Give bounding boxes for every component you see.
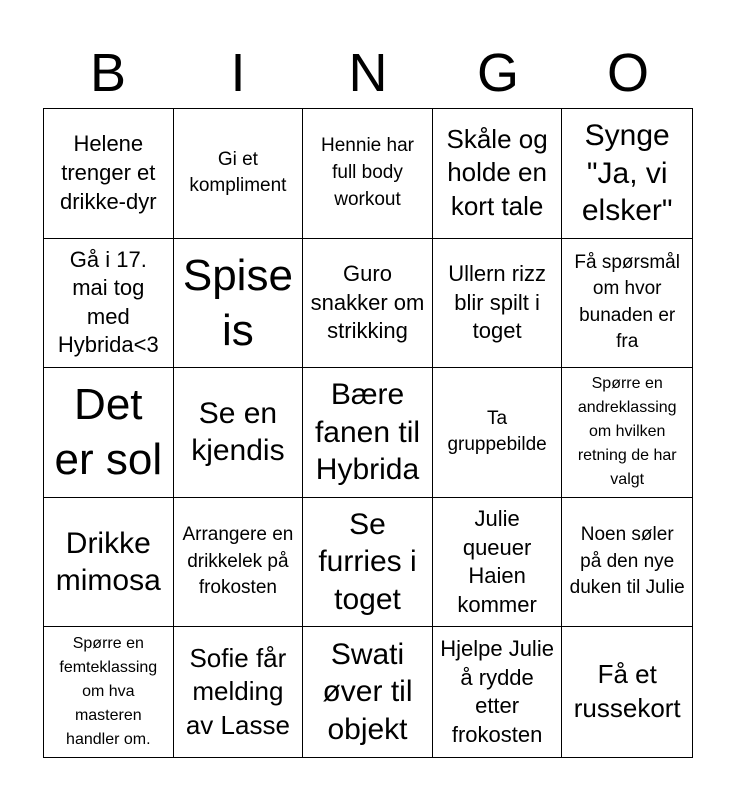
bingo-cell-text: Noen søler på den nye duken til Julie	[569, 524, 685, 599]
bingo-cell-text: Helene trenger et drikke-dyr	[60, 131, 157, 214]
bingo-cell-text: Spise is	[182, 250, 293, 355]
bingo-cell[interactable]	[174, 498, 304, 628]
bingo-board	[43, 108, 693, 758]
bingo-cell-text: Ta gruppebilde	[447, 407, 547, 456]
bingo-cell-text: Guro snakker om strikking	[310, 261, 425, 344]
bingo-cell-text: Få et russekort	[573, 659, 681, 724]
bingo-cell-text: Bære fanen til Hybrida	[314, 378, 421, 487]
bingo-cell[interactable]	[433, 627, 563, 757]
bingo-cell-text: Sofie får melding av Lasse	[185, 642, 290, 741]
bingo-cell[interactable]	[303, 109, 433, 239]
bingo-cell[interactable]	[44, 368, 174, 498]
bingo-cell[interactable]	[562, 627, 692, 757]
bingo-cell[interactable]	[562, 498, 692, 628]
bingo-cell[interactable]	[562, 239, 692, 369]
bingo-cell[interactable]	[44, 239, 174, 369]
bingo-cell[interactable]	[303, 627, 433, 757]
bingo-cell-text: Det er sol	[54, 380, 163, 485]
bingo-cell[interactable]	[562, 368, 692, 498]
bingo-cell-text: Drikke mimosa	[55, 526, 161, 598]
bingo-cell[interactable]	[433, 109, 563, 239]
bingo-cell-text: Julie queuer Haien kommer	[457, 505, 537, 617]
bingo-cell[interactable]	[433, 498, 563, 628]
bingo-cell-text: Swati øver til objekt	[322, 637, 413, 746]
bingo-cell[interactable]	[433, 368, 563, 498]
bingo-cell-text: Få spørsmål om hvor bunaden er fra	[574, 251, 680, 353]
bingo-cell[interactable]	[562, 109, 692, 239]
bingo-cell[interactable]	[44, 627, 174, 757]
bingo-cell[interactable]	[303, 498, 433, 628]
bingo-cell-text: Hennie har full body workout	[321, 135, 414, 210]
bingo-cell[interactable]	[174, 109, 304, 239]
bingo-cell[interactable]	[174, 627, 304, 757]
bingo-cell-text: Gi et kompliment	[189, 148, 287, 197]
bingo-cell[interactable]	[44, 498, 174, 628]
bingo-cell-text: Synge "Ja, vi elsker"	[581, 119, 673, 228]
header-letter-n: N	[348, 43, 388, 103]
bingo-cell[interactable]	[303, 368, 433, 498]
bingo-cell-text: Arrangere en drikkelek på frokosten	[182, 524, 294, 599]
bingo-cell-text: Skåle og holde en kort tale	[446, 123, 548, 222]
header-letter-i: I	[230, 43, 246, 103]
bingo-cell[interactable]	[303, 239, 433, 369]
bingo-cell-text: Hjelpe Julie å rydde etter frokosten	[440, 636, 554, 747]
bingo-cell-text: Ullern rizz blir spilt i toget	[448, 261, 546, 344]
bingo-header	[43, 38, 693, 108]
bingo-cell-text: Spørre en andreklassing om hvilken retning de har valgt	[577, 375, 677, 489]
header-letter-b: B	[89, 43, 127, 103]
bingo-cell[interactable]	[174, 239, 304, 369]
bingo-cell[interactable]	[44, 109, 174, 239]
bingo-cell-text: Spørre en femteklassing om hva masteren handler om.	[59, 635, 158, 749]
header-letter-g: G	[476, 43, 519, 103]
bingo-cell-text: Se en kjendis	[191, 396, 285, 468]
bingo-cell-text: Se furries i toget	[318, 507, 417, 616]
bingo-cell[interactable]	[433, 239, 563, 369]
header-letter-o: O	[606, 43, 649, 103]
bingo-cell-text: Gå i 17. mai tog med Hybrida<3	[57, 246, 159, 358]
bingo-cell[interactable]	[174, 368, 304, 498]
